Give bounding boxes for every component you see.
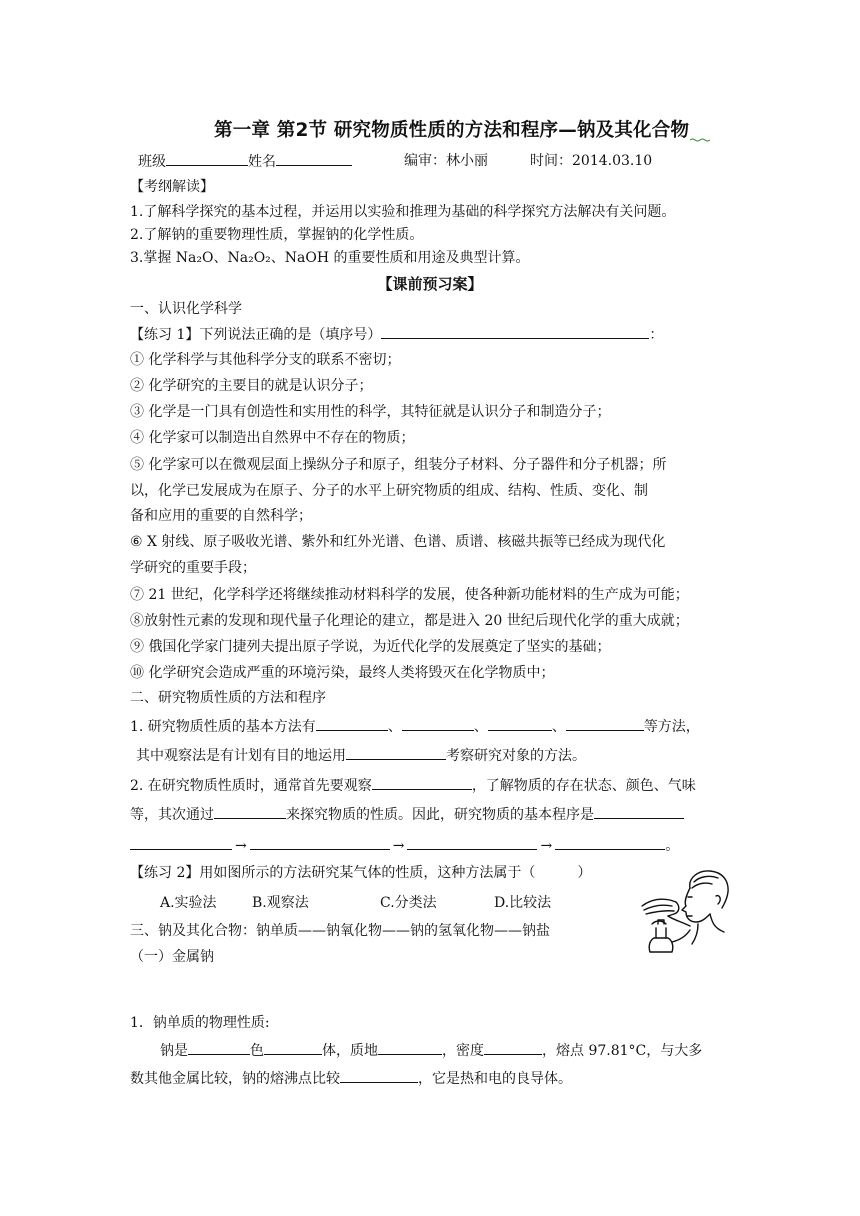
- procedure-blank-4[interactable]: [407, 835, 537, 850]
- procedure-blank-1[interactable]: [594, 804, 684, 819]
- part2-q1-line1: 1. 研究物质性质的基本方法有 、 、 、 等方法，: [130, 716, 700, 737]
- statement-item: 以，化学已发展成为在原子、分子的水平上研究物质的组成、结构、性质、变化、制: [130, 483, 648, 499]
- kaogang-item: 2.了解钠的重要物理性质，掌握钠的化学性质。: [130, 227, 424, 243]
- spellcheck-underline: [690, 138, 710, 142]
- exercise1: 【练习 1】下列说法正确的是（填序号） ：: [130, 324, 663, 345]
- class-label: 班级: [138, 154, 166, 170]
- statement-item: ① 化学科学与其他科学分支的联系不密切；: [130, 352, 401, 368]
- method-blank-3[interactable]: [488, 716, 552, 731]
- observe-blank[interactable]: [372, 775, 472, 790]
- sodium-physical-line2: 数其他金属比较，钠的熔沸点比较 ，它是热和电的良导体。: [130, 1068, 572, 1089]
- density-blank[interactable]: [484, 1040, 542, 1055]
- statement-item: 备和应用的重要的自然科学；: [130, 508, 312, 524]
- statement-item: ⑤ 化学家可以在微观层面上操纵分子和原子，组装分子材料、分子器件和分子机器；所: [130, 457, 667, 473]
- name-blank[interactable]: [276, 151, 352, 166]
- header-line: [138, 151, 352, 172]
- procedure-blank-3[interactable]: [250, 835, 390, 850]
- option-b[interactable]: B.观察法: [252, 895, 309, 911]
- means-blank[interactable]: [214, 804, 286, 819]
- part3-heading: 三、钠及其化合物：钠单质——钠氧化物——钠的氢氧化物——钠盐: [130, 923, 550, 939]
- part2-q2-line1: 2. 在研究物质性质时，通常首先要观察 ，了解物质的存在状态、颜色、气味: [130, 775, 696, 796]
- kaogang-heading: 【考纲解读】: [130, 179, 214, 195]
- statement-item: ② 化学研究的主要目的就是认识分子；: [130, 378, 373, 394]
- statement-item: ④ 化学家可以制造出自然界中不存在的物质；: [130, 430, 415, 446]
- color-blank[interactable]: [188, 1040, 250, 1055]
- procedure-blank-5[interactable]: [555, 835, 665, 850]
- method-blank-4[interactable]: [566, 716, 644, 731]
- name-label: 姓名: [248, 154, 276, 170]
- kaogang-item: 3.掌握 Na₂O、Na₂O₂、NaOH 的重要性质和用途及典型计算。: [130, 250, 530, 266]
- observation-blank[interactable]: [346, 745, 446, 760]
- kaogang-item: 1.了解科学探究的基本过程，并运用以实验和推理为基础的科学探究方法解决有关问题。: [130, 204, 676, 220]
- method-blank-1[interactable]: [316, 716, 388, 731]
- arrow-icon: →: [392, 838, 405, 854]
- part3-sub-heading: （一）金属钠: [130, 949, 214, 965]
- part2-heading: 二、研究物质性质的方法和程序: [130, 690, 326, 706]
- arrow-icon: →: [540, 838, 553, 854]
- page-title: 第一章 第2节 研究物质性质的方法和程序—钠及其化合物: [214, 120, 690, 141]
- texture-blank[interactable]: [378, 1040, 442, 1055]
- statement-item: ⑨ 俄国化学家门捷列夫提出原子学说，为近代化学的发展奠定了坚实的基础；: [130, 639, 611, 655]
- section-title: 【课前预习案】: [377, 275, 483, 293]
- arrow-icon: →: [235, 838, 247, 854]
- method-blank-2[interactable]: [402, 716, 474, 731]
- statement-item: ⑧放射性元素的发现和现代量子化理论的建立，都是进入 20 世纪后现代化学的重大成就；: [130, 613, 689, 629]
- statement-item: 学研究的重要手段；: [130, 560, 256, 576]
- part2-q1-line2: 其中观察法是有计划有目的地运用 考察研究对象的方法。: [136, 745, 586, 766]
- procedure-blank-2[interactable]: [130, 835, 232, 850]
- option-c[interactable]: C.分类法: [380, 895, 437, 911]
- exercise1-answer-blank[interactable]: [381, 324, 649, 339]
- exercise2: 【练习 2】用如图所示的方法研究某气体的性质，这种方法属于（ ）: [130, 865, 592, 881]
- option-d[interactable]: D.比较法: [494, 895, 552, 911]
- editor: 编审：林小丽: [404, 153, 488, 169]
- state-blank[interactable]: [264, 1040, 322, 1055]
- statement-item: ⑩ 化学研究会造成严重的环境污染，最终人类将毁灭在化学物质中；: [130, 665, 555, 681]
- part2-q2-line3: → → → 。: [130, 835, 679, 856]
- statement-item: ⑦ 21 世纪，化学科学还将继续推动材料科学的发展，使各种新功能材料的生产成为可能；: [130, 587, 689, 603]
- gas-smelling-illustration: [632, 866, 732, 958]
- sodium-physical-heading: 1．钠单质的物理性质:: [130, 1015, 270, 1031]
- option-a[interactable]: A.实验法: [160, 895, 217, 911]
- statement-item: ③ 化学是一门具有创造性和实用性的科学，其特征就是认识分子和制造分子；: [130, 404, 611, 420]
- part2-q2-line2: 等，其次通过 来探究物质的性质。因此，研究物质的基本程序是: [130, 804, 684, 825]
- melting-point-blank[interactable]: [340, 1068, 418, 1083]
- part1-heading: 一、认识化学科学: [130, 301, 242, 317]
- sodium-physical-line1: 钠是 色 体，质地 ，密度 ，熔点 97.81°C，与大多: [160, 1040, 702, 1061]
- statement-item: ⑥ X 射线、原子吸收光谱、紫外和红外光谱、色谱、质谱、核磁共振等已经成为现代化: [130, 534, 666, 550]
- date: 时间：2014.03.10: [530, 153, 653, 169]
- class-blank[interactable]: [166, 151, 248, 166]
